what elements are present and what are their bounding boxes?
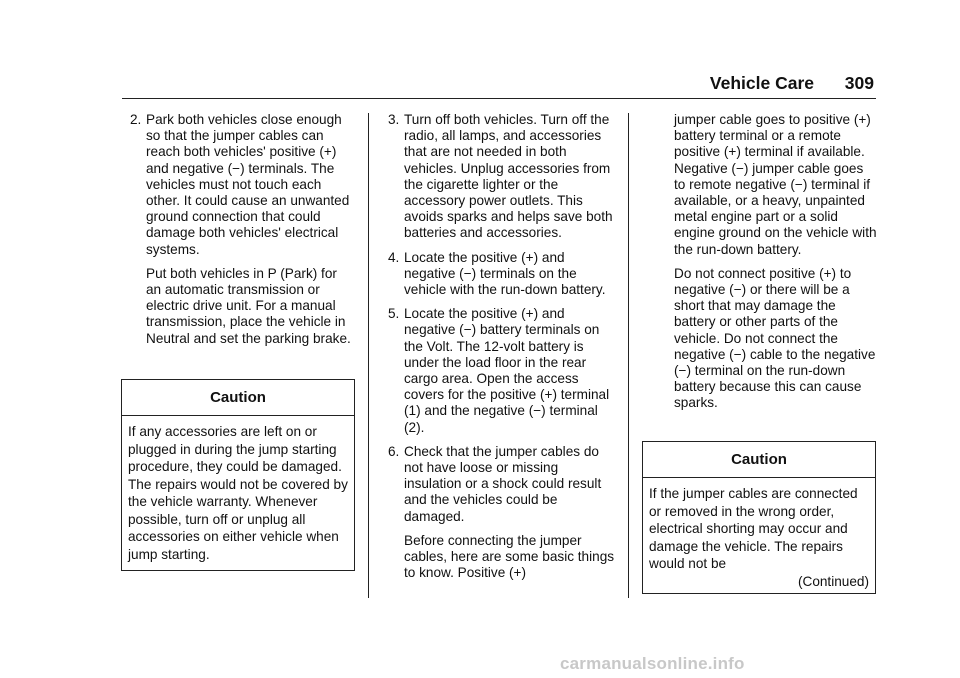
caution-box-1 [121,379,355,571]
caution-title: Caution [643,442,875,478]
step-6-note: Before connecting the jumper cables, here are some basic things to know. Positive (+) [404,532,615,581]
page-header [700,73,876,95]
step-number: 5. [388,306,400,322]
column-2 [388,112,615,581]
step-4 [388,250,615,299]
step-text: Turn off both vehicles. Turn off the radio, all lamps, and accessories that are not needed in both vehicles. Unplug accessories from the cigarette lighter or the accessory power outlets. This avoids sparks and helps save both batteries and accessories. [404,112,613,241]
step-number: 2. [130,112,142,127]
step-number: 3. [388,112,400,127]
step-3 [388,112,615,242]
section-title: Vehicle Care [709,73,814,93]
step-number: 4. [388,249,400,265]
step-2-note: Put both vehicles in P (Park) for an automatic transmission or electric drive unit. For a manual transmission, place the vehicle in Neutral and set the parking brake. [146,265,351,346]
page-number: 309 [844,73,874,93]
watermark: carmanualsonline.info [560,654,745,673]
column-1 [130,112,355,347]
column-3 [674,112,878,412]
warning-note: Do not connect positive (+) to negative (−) or there will be a short that may damage the battery or other parts of the vehicle. Do not connect the negative (−) cable to the negative (−) terminal on the run-down battery because this can cause sparks. [674,265,876,411]
column-divider [628,113,629,598]
step-5 [388,306,615,436]
caution-title: Caution [122,380,354,416]
header-rule [122,98,876,99]
step-2 [130,112,355,258]
step-text: Locate the positive (+) and negative (−) terminals on the vehicle with the run-down battery. [404,249,606,298]
caution-text: If the jumper cables are connected or removed in the wrong order, electrical shorting may occur and damage the vehicle. The repairs would not be [649,486,858,571]
caution-box-2 [642,441,876,594]
step-text: Locate the positive (+) and negative (−) battery terminals on the Volt. The 12-volt battery is under the load floor in the rear cargo area. Open the access covers for the positive (+) terminal (1) and the negative (−) terminal (2). [404,306,610,435]
step-6 [388,444,615,525]
caution-text: If any accessories are left on or plugged in during the jump starting procedure, they could be damaged. The repairs would not be covered by the vehicle warranty. Whenever possible, turn off or unplug all accessories on either vehicle when jump starting. [128,424,348,562]
continued-text: jumper cable goes to positive (+) battery terminal or a remote positive (+) terminal if available. Negative (−) jumper cable goes to remote negative (−) terminal if available, or a heavy, unpainted metal engine part or a solid engine ground on the vehicle with the run-down battery. [674,112,877,257]
step-text: Park both vehicles close enough so that the jumper cables can reach both vehicles' positive (+) and negative (−) terminals. The vehicles must not touch each other. It could cause an unwanted ground connection that could damage both vehicles' electrical systems. [146,112,350,257]
step-number: 6. [388,443,400,459]
column-divider [368,113,369,598]
step-text: Check that the jumper cables do not have loose or missing insulation or a shock could result and the vehicles could be damaged. [404,443,602,524]
continued-label: (Continued) [797,573,869,589]
